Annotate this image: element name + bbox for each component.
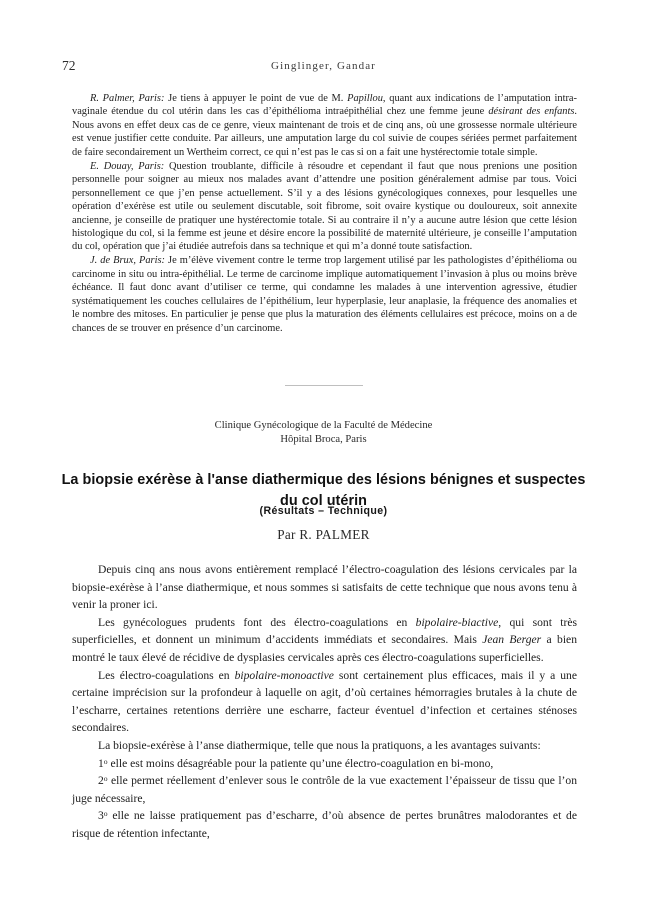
discussion-text-de-brux: Je m’élève vivement contre le terme trop largement utilisé par les pathologistes d’épithélioma ou carcinome in situ ou intra-épithélial. Le terme de carcinome implique automatiquement l’invasion à plus ou moins brève échéance. Il faut donc avant d’utiliser ce terme, qui condamne les malades à une intervention agressive, étudier systématiquement les couches cellulaires de l’épithélium, leur hyperplasie, leur anaplasie, la fréquence des anomalies et le nombre des mitoses. En particulier je pense que plus la maturation des éléments cellulaires est précoce, moins on a de chances de se trouver en présence d’un carcinome. (72, 255, 577, 334)
speaker-name-palmer: R. Palmer, Paris: (90, 93, 165, 104)
affiliation-line-1: Clinique Gynécologique de la Faculté de Médecine (214, 420, 433, 431)
article-body (72, 561, 577, 843)
discussion-text-palmer-2: , quant aux indications de l’amputation intra-vaginale étendue du col utérin dans les cas d’épithélioma intraépithélial chez une femme jeune (72, 93, 577, 118)
body-text-3b: sont certainement plus efficaces, mais il y a une certaine imprécision sur la profondeur à laquelle on agit, d’où certaines hémorragies brutales à la chute de l’escharre, certaines retentions derrière une escharre, facteur éventuel d’infection et certaines sténoses secondaires. (72, 668, 578, 735)
item-text-3: elle ne laisse pratiquement pas d’escharre, d’où absence de pertes brunâtres malodorantes et de risque de rétention infectante, (72, 809, 577, 840)
discussion-paragraph-douay (72, 160, 577, 254)
body-paragraph-1: Depuis cinq ans nous avons entièrement remplacé l’électro-coagulation des lésions cervicales par la biopsie-exérèse à l’anse diathermique, et nous sommes si satisfaits de cette technique que nous avons tenu à venir la proner ici. (72, 563, 577, 612)
discussion-section (72, 92, 577, 336)
body-text-2c: a bien montré le taux élevé de récidive de dysplasies cervicales après ces électro-coagulations superficielles. (72, 633, 577, 664)
item-text-1: elle est moins désagréable pour la patiente qu’une électro-coagulation en bi-mono, (107, 756, 494, 770)
body-paragraph-3 (72, 667, 577, 737)
item-number-2: 2 (98, 774, 104, 788)
emphasis-bipolaire-monoactive: bipolaire-monoactive (234, 668, 334, 682)
body-text-2b: , qui sont très superficielles, et donnent un minimum d’accidents immédiats et secondaires. Mais (72, 615, 577, 647)
numbered-item-3 (72, 807, 577, 842)
emphasis-bipolaire-biactive: bipolaire-biactive (415, 615, 499, 629)
article-byline: Par R. PALMER (277, 527, 370, 542)
item-number-3: 3 (98, 809, 104, 823)
numbered-item-2 (72, 772, 577, 807)
running-head-title: Ginglinger, Gandar (271, 60, 376, 72)
body-text-2a: Les gynécologues prudents font des électro-coagulations en (98, 615, 416, 629)
discussion-paragraph-palmer (72, 92, 577, 159)
page-number: 72 (62, 58, 76, 73)
body-paragraph-2 (72, 614, 577, 667)
emphasis-jean-berger: Jean Berger (482, 633, 542, 647)
article-title: La biopsie exérèse à l'anse diathermique des lésions bénignes et suspectes du col utérin (61, 471, 586, 509)
item-number-1: 1 (98, 756, 104, 770)
discussion-text-palmer-3: . Nous avons en effet deux cas de ce genre, vieux maintenant de trois et de cinq ans, où une grossesse normale ultérieure est venue justifier cette conduite. Par ailleurs, une amputation large du col suivie de coupes sériées permet parfaitement de faire secondairement un Wertheim correct, ce qui n’est pas le cas si on a fait une hystérectomie totale simple. (72, 106, 578, 158)
ordinal-marker-3: o (103, 809, 108, 819)
affiliation-line-2: Hôpital Broca, Paris (280, 434, 367, 445)
emphasis-desirant-des-enfants: désirant des enfants (488, 106, 575, 118)
discussion-paragraph-de-brux (72, 254, 577, 335)
body-text-3a: Les électro-coagulations en (98, 668, 235, 682)
ordinal-marker-1: o (103, 756, 108, 766)
discussion-text-douay: Question troublante, difficile à résoudre et cependant il faut que nous prenions une position personnelle pour soigner au mieux nos malades avant d’attendre une position généralement admise par tous. Voici personnellement ce que j’en pense actuellement. S’il y a des lésions gynécologiques connexes, pour lesquelles une opération d’exérèse est utile ou seulement discutable, soit fibrome, soit ovaire kystique ou douloureux, soit annexite ancienne, je conseille de pratiquer une hystérectomie totale. Si au contraire il n’y a aucune autre lésion que cette lésion histologique du col, si la femme est jeune et désire encore la possibilité de maternité ultérieure, je conseille l’amputation du col, opération que j’ai étudiée autrefois dans sa technique et qui m’a donné toute satisfaction. (72, 160, 578, 253)
speaker-name-de-brux: J. de Brux, Paris: (90, 255, 165, 267)
emphasis-papillou: Papillou (347, 93, 383, 104)
item-text-2: elle permet réellement d’enlever sous le contrôle de la vue exactement l’épaisseur de tissu que l’on juge nécessaire, (72, 774, 577, 805)
running-head (0, 58, 647, 76)
article-subtitle: (Résultats – Technique) (259, 505, 388, 517)
ordinal-marker-2: o (103, 773, 108, 783)
body-paragraph-4: La biopsie-exérèse à l’anse diathermique, telle que nous la pratiquons, a les avantages suivants: (98, 738, 541, 752)
article-affiliation (0, 419, 647, 447)
section-divider-rule (285, 385, 363, 386)
numbered-item-1 (72, 755, 577, 773)
speaker-name-douay: E. Douay, Paris: (90, 160, 165, 172)
discussion-text-palmer-1: Je tiens à appuyer le point de vue de M. (164, 93, 348, 104)
